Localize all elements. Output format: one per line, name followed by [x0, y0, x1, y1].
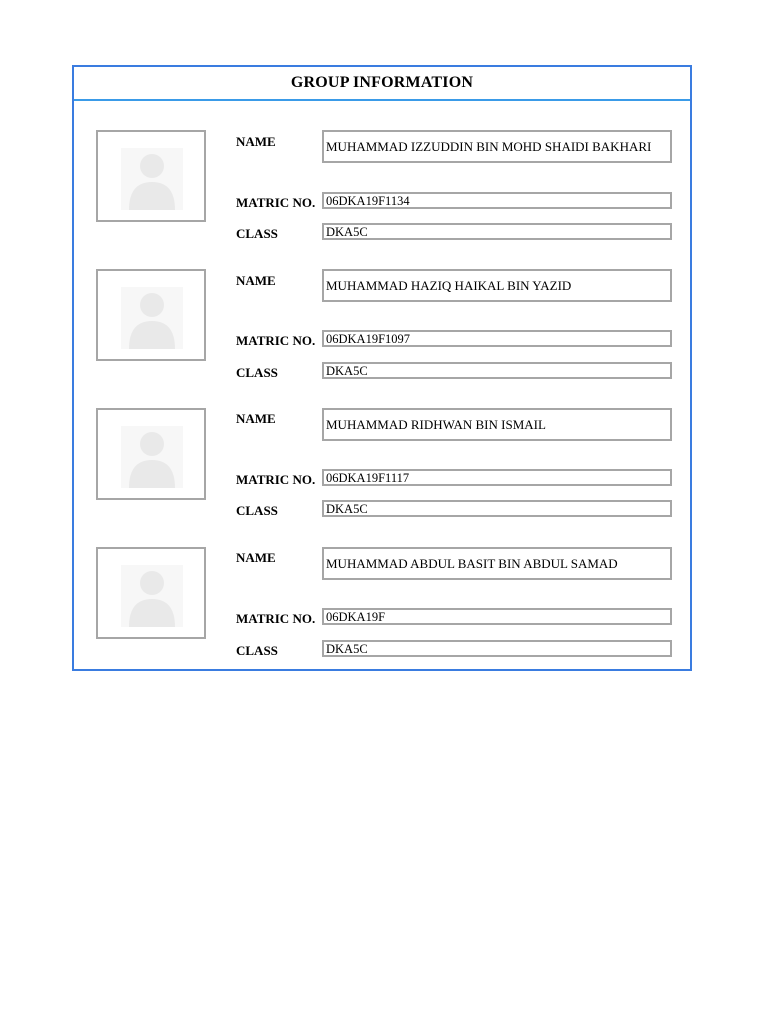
photo-placeholder	[96, 269, 206, 361]
panel-title: GROUP INFORMATION	[74, 67, 690, 101]
member-card	[74, 547, 690, 677]
class-field: DKA5C	[322, 223, 672, 240]
name-field: MUHAMMAD HAZIQ HAIKAL BIN YAZID	[322, 269, 672, 302]
name-field: MUHAMMAD RIDHWAN BIN ISMAIL	[322, 408, 672, 441]
avatar-placeholder-icon	[121, 426, 183, 488]
class-label: CLASS	[236, 226, 278, 241]
class-field: DKA5C	[322, 362, 672, 379]
matric-label: MATRIC NO.	[236, 611, 316, 626]
name-label: NAME	[236, 273, 276, 288]
matric-label: MATRIC NO.	[236, 472, 316, 487]
member-card	[74, 269, 690, 399]
group-information-panel	[72, 65, 692, 671]
matric-field: 06DKA19F1117	[322, 469, 672, 486]
photo-placeholder	[96, 408, 206, 500]
matric-field: 06DKA19F	[322, 608, 672, 625]
name-label: NAME	[236, 134, 276, 149]
class-label: CLASS	[236, 643, 278, 658]
avatar-placeholder-icon	[121, 148, 183, 210]
class-field: DKA5C	[322, 640, 672, 657]
member-card	[74, 130, 690, 260]
avatar-placeholder-icon	[121, 565, 183, 627]
name-label: NAME	[236, 411, 276, 426]
photo-placeholder	[96, 130, 206, 222]
matric-label: MATRIC NO.	[236, 333, 316, 348]
member-card	[74, 408, 690, 538]
matric-label: MATRIC NO.	[236, 195, 316, 210]
class-field: DKA5C	[322, 500, 672, 517]
name-field: MUHAMMAD ABDUL BASIT BIN ABDUL SAMAD	[322, 547, 672, 580]
name-field: MUHAMMAD IZZUDDIN BIN MOHD SHAIDI BAKHARI	[322, 130, 672, 163]
photo-placeholder	[96, 547, 206, 639]
avatar-placeholder-icon	[121, 287, 183, 349]
name-label: NAME	[236, 550, 276, 565]
matric-field: 06DKA19F1097	[322, 330, 672, 347]
class-label: CLASS	[236, 365, 278, 380]
matric-field: 06DKA19F1134	[322, 192, 672, 209]
class-label: CLASS	[236, 503, 278, 518]
